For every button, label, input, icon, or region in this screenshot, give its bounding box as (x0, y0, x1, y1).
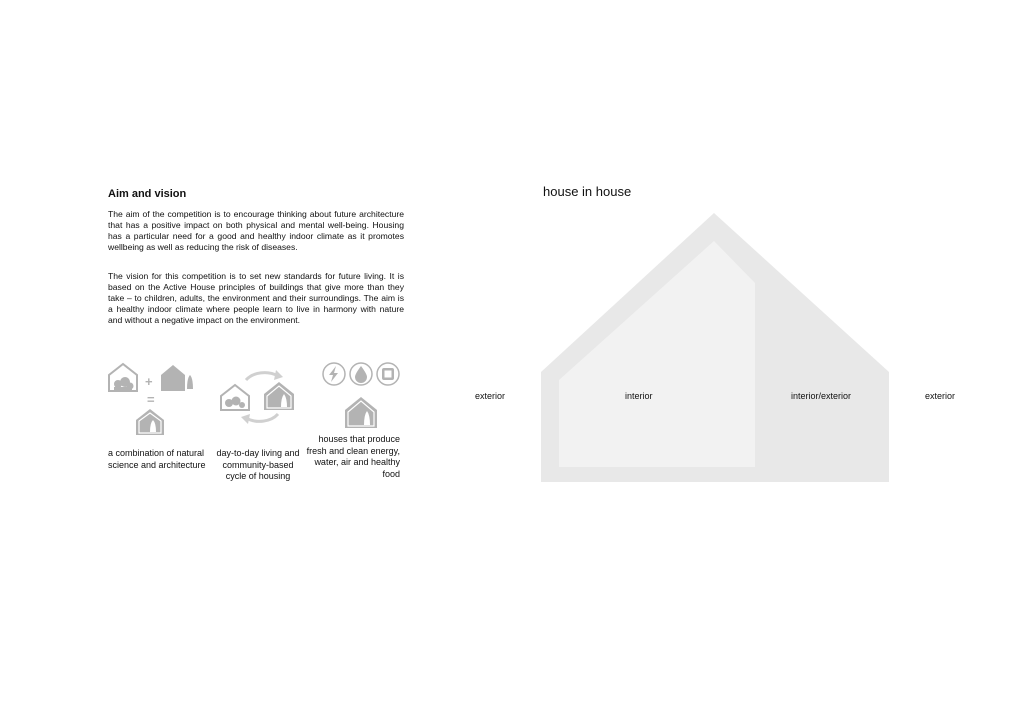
caption-natural-science: a combination of natural science and architecture (108, 448, 206, 470)
equals-symbol: = (147, 392, 155, 407)
zone-exterior-right: exterior (925, 391, 956, 401)
zone-exterior-left: exterior (475, 391, 506, 401)
diagram-title: house in house (543, 184, 632, 199)
section-heading: Aim and vision (108, 188, 187, 200)
caption-housing-cycle: day-to-day living and community-based cycle of housing (216, 448, 300, 481)
vision-paragraph: The vision for this competition is to set new standards for future living. It is based on the Active House principles of buildings that give more than they take – to children, adults, the environment and their surroundings. The aim is a healthy indoor climate where people learn to live in harmony with nature and without a negative impact on the environment. (108, 271, 404, 325)
aim-paragraph: The aim of the competition is to encourage thinking about future architecture that has a positive impact on both physical and mental well-being. Housing has a particular need for a good and healthy indoor climate as it promotes wellbeing as well as reducing the risk of diseases. (108, 209, 404, 252)
zone-interior: interior (625, 391, 653, 401)
caption-energy-houses: houses that produce fresh and clean energy, water, air and healthy food (306, 434, 400, 479)
zone-interior-exterior: interior/exterior (791, 391, 852, 401)
plus-symbol: + (145, 374, 153, 389)
